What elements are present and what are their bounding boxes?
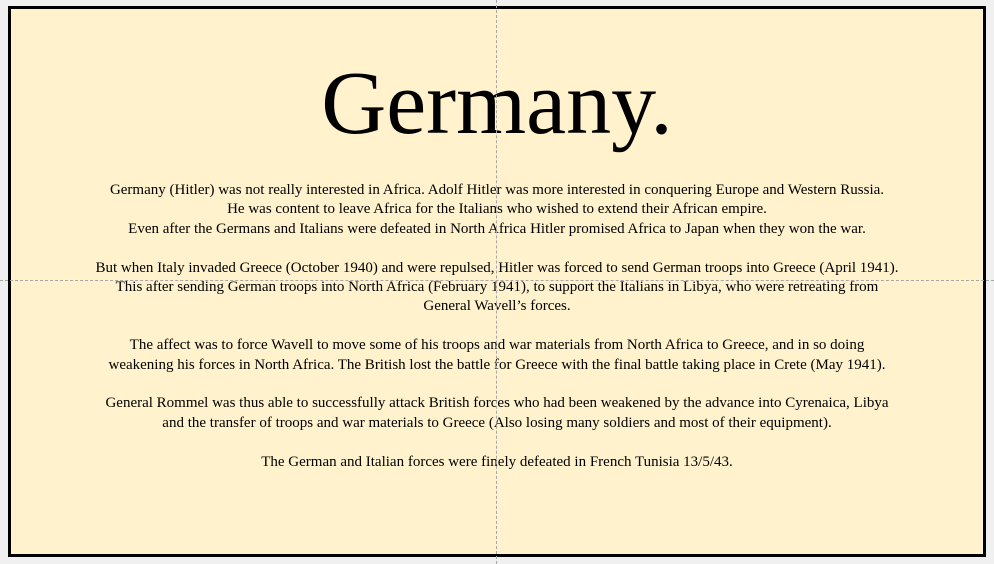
text-line: General Wavell’s forces. xyxy=(423,298,571,315)
text-line: But when Italy invaded Greece (October 1940) and were repulsed, Hitler was forced to send German troops into Greece (April 1941). xyxy=(95,259,899,276)
text-line: The German and Italian forces were finely defeated in French Tunisia 13/5/43. xyxy=(261,453,733,470)
text-line: Even after the Germans and Italians were defeated in North Africa Hitler promised Africa to Japan when they won the war. xyxy=(128,220,866,237)
slide-canvas[interactable] xyxy=(8,6,986,557)
text-line: He was content to leave Africa for the Italians who wished to extend their African empire. xyxy=(227,201,767,218)
text-line: This after sending German troops into North Africa (February 1941), to support the Italians in Libya, who were retreating from xyxy=(115,279,879,296)
text-line: General Rommel was thus able to successfully attack British forces who had been weakened by the advance into Cyrenaica, Libya xyxy=(105,395,889,412)
paragraph-wavell-effect xyxy=(31,336,963,375)
text-line: weakening his forces in North Africa. The British lost the battle for Greece with the final battle taking place in Crete (May 1941). xyxy=(108,356,886,373)
paragraph-tunisia-defeat xyxy=(31,453,963,472)
text-line: The affect was to force Wavell to move some of his troops and war materials from North Africa to Greece, and in so doing xyxy=(129,337,865,354)
paragraph-greece-invasion xyxy=(31,259,963,317)
text-line: Germany (Hitler) was not really interested in Africa. Adolf Hitler was more interested in conquering Europe and Western Russia. xyxy=(109,182,885,198)
paragraph-rommel-attack xyxy=(31,394,963,433)
slide-body-textbox[interactable] xyxy=(31,181,963,491)
paragraph-hitler-interest xyxy=(31,181,963,239)
slide-title[interactable]: Germany. xyxy=(321,54,673,153)
text-line: and the transfer of troops and war materials to Greece (Also losing many soldiers and most of their equipment). xyxy=(162,414,832,431)
